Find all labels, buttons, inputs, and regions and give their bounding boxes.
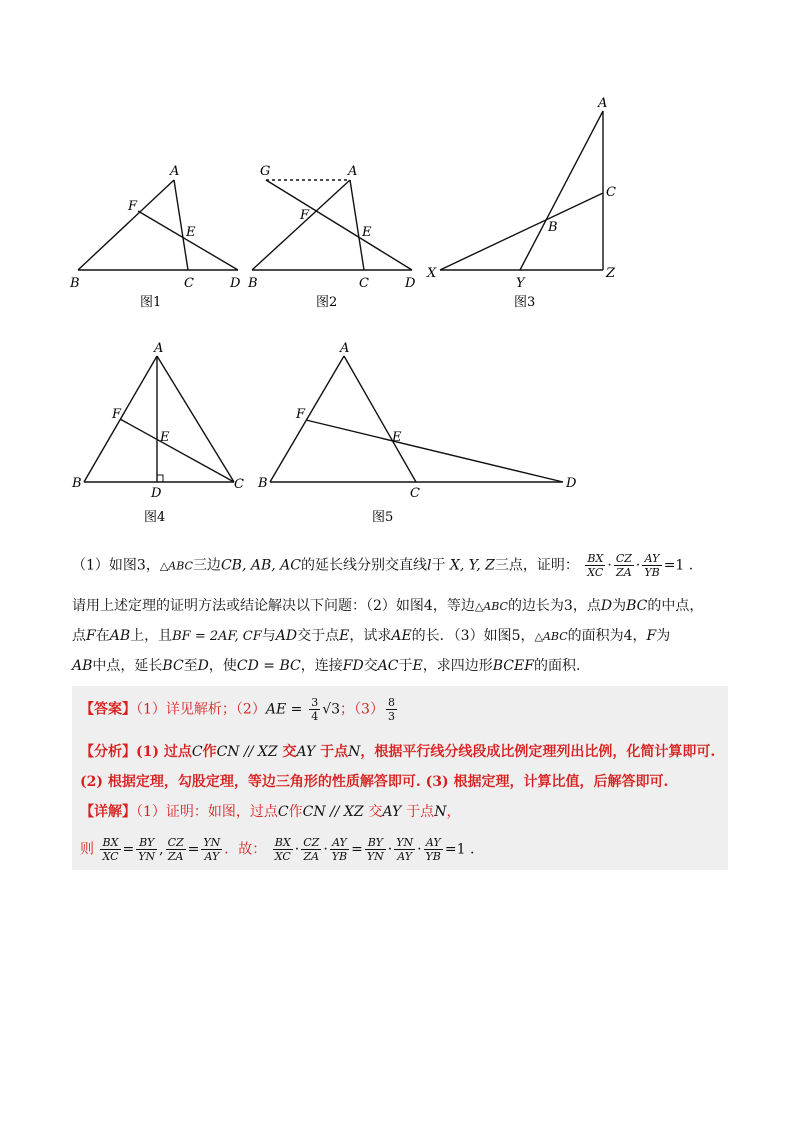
- denominator: XC: [102, 850, 119, 863]
- fig3-label-a: A: [598, 96, 608, 111]
- denominator: YB: [425, 850, 441, 863]
- text: ，连接: [300, 658, 343, 674]
- numerator: BX: [585, 552, 605, 566]
- denominator: ZA: [616, 566, 632, 579]
- fig3-label-y: Y: [516, 276, 525, 291]
- text: 为: [612, 598, 627, 614]
- text: 交: [368, 804, 383, 820]
- figures-area: [0, 0, 800, 540]
- text: (1) 过点: [136, 744, 192, 760]
- fraction: [424, 836, 443, 863]
- fig5-label-e: E: [392, 430, 402, 445]
- fig2-label-f: F: [300, 208, 310, 223]
- text: =1 .: [663, 557, 694, 574]
- fig2-label-a: A: [348, 164, 358, 179]
- text: 至: [183, 658, 198, 674]
- fraction: [136, 836, 157, 863]
- text: 与: [261, 628, 276, 644]
- text: （1）如图3，: [72, 557, 160, 574]
- fig2-label-g: G: [260, 164, 271, 179]
- denominator: YN: [366, 850, 384, 863]
- text: 点: [72, 628, 86, 644]
- fraction: [365, 836, 386, 863]
- numerator: BY: [136, 836, 157, 850]
- fig5-caption: 图5: [372, 510, 394, 525]
- fig4-label-c: C: [234, 477, 244, 492]
- figure-1-labels: [69, 164, 241, 291]
- fig2-label-c: C: [359, 276, 369, 291]
- text: ，试求: [349, 628, 392, 644]
- math: BCEF: [492, 658, 534, 674]
- math: CN // XZ: [216, 744, 278, 760]
- text: 中点，延长: [92, 658, 163, 674]
- fraction: [309, 696, 320, 723]
- figure-2-labels: [247, 164, 416, 291]
- text: 于: [431, 557, 446, 574]
- math: △ABC: [534, 630, 568, 643]
- problem-line-3: [72, 626, 732, 647]
- math: AE =: [265, 701, 303, 718]
- denominator: AY: [204, 850, 220, 863]
- fig1-label-e: E: [186, 225, 196, 240]
- text: ；（3）: [340, 701, 384, 718]
- numerator: BX: [273, 836, 293, 850]
- text: （1）证明：如图，过点: [136, 804, 278, 820]
- fraction: [330, 836, 349, 863]
- math: BC: [626, 598, 648, 614]
- text: ，: [446, 804, 461, 820]
- text: 三边: [192, 557, 221, 574]
- fig1-label-d: D: [230, 276, 241, 291]
- fraction: [201, 836, 222, 863]
- math: △ABC: [159, 559, 193, 573]
- fig3-label-x: X: [427, 266, 437, 281]
- fig4-label-b: B: [72, 476, 82, 491]
- math: F: [86, 628, 96, 644]
- math: AY: [296, 744, 316, 760]
- text: 的延长线分别交直线: [300, 557, 427, 574]
- fig4-label-f: F: [112, 407, 122, 422]
- text: 的长．（3）如图5，: [411, 628, 535, 644]
- fig3-label-b: B: [548, 220, 558, 235]
- fig1-label-a: A: [170, 164, 180, 179]
- fig1-label-c: C: [184, 276, 194, 291]
- fraction: [614, 552, 634, 579]
- text: (2) 根据定理，勾股定理，等边三角形的性质解答即可. (3) 根据定理，计算比值，后解答即可.: [80, 774, 669, 790]
- fig4-caption: 图4: [144, 510, 166, 525]
- text: ，根据平行线分线段成比例定理列出比例，化简计算即可.: [360, 744, 716, 760]
- math: CN // XZ: [302, 804, 364, 820]
- problem-line-4: [72, 656, 732, 676]
- fig4-label-d: D: [151, 486, 162, 501]
- math: AE: [391, 628, 412, 644]
- fraction: [585, 552, 605, 579]
- text: 则: [80, 841, 94, 858]
- math: E: [339, 628, 350, 644]
- fig3-caption: 图3: [514, 295, 536, 310]
- denominator: XC: [274, 850, 291, 863]
- fig4-label-e: E: [160, 430, 170, 445]
- fig5-label-f: F: [296, 407, 306, 422]
- math: AD: [275, 628, 298, 644]
- figure-5-labels: [257, 341, 577, 501]
- text: ，求四边形: [422, 658, 493, 674]
- text: 于点: [406, 804, 435, 820]
- math: F: [646, 628, 657, 644]
- math: AB: [109, 628, 131, 644]
- numerator: AY: [330, 836, 349, 850]
- denominator: XC: [587, 566, 604, 579]
- math: C: [277, 804, 289, 820]
- figure-1: [78, 180, 238, 270]
- numerator: AY: [642, 552, 661, 566]
- math: AB: [72, 658, 93, 674]
- denominator: YB: [331, 850, 348, 863]
- fraction: [273, 836, 293, 863]
- text: 三点，证明：: [494, 557, 579, 574]
- numerator: 8: [387, 696, 395, 709]
- figure-4: [84, 356, 234, 482]
- math: N: [348, 744, 361, 760]
- figure-2: [252, 180, 412, 270]
- denominator: YN: [138, 850, 156, 863]
- detail-tag: 【详解】: [80, 804, 136, 820]
- numerator: AY: [424, 836, 443, 850]
- math: BC: [162, 658, 184, 674]
- math: FD: [342, 658, 364, 674]
- text: 上，且: [130, 628, 173, 644]
- fig3-label-z: Z: [606, 266, 616, 281]
- numerator: CZ: [303, 836, 320, 849]
- text: ．故：: [224, 841, 267, 858]
- figure-5: [270, 356, 563, 482]
- math: l: [426, 557, 432, 574]
- text: ，使: [208, 658, 237, 674]
- math: CB, AB, AC: [220, 557, 301, 574]
- math: C: [191, 744, 203, 760]
- math: D: [600, 598, 613, 614]
- math: CD = BC: [236, 658, 301, 674]
- text: 作: [288, 804, 303, 820]
- text: 在: [95, 628, 110, 644]
- denominator: 4: [311, 710, 319, 723]
- text: 的面积为4，: [567, 628, 647, 644]
- detail-line-1: [80, 801, 460, 821]
- math: AY: [382, 804, 402, 820]
- detail-line-2: 则 $\frac{BX}{XC}$ = $\frac{BY}{YN}$ , $\frac{CZ}{ZA}$ = $\frac{YN}{AY}$ ．故： $\frac{BX}{XC}$ · $\frac{CZ}{ZA}$ · $\frac{AY}{YB}$ = $\frac{BY}{YN}$ · $\frac{YN}{AY}$ · $\frac{AY}{YB}$ =1 .: [80, 836, 475, 863]
- numerator: YN: [203, 836, 221, 849]
- fig1-label-b: B: [70, 276, 80, 291]
- text: 于: [398, 658, 413, 674]
- text: 的中点，: [647, 598, 704, 614]
- answer-tag: 【答案】: [80, 701, 136, 718]
- text: 交: [282, 744, 297, 760]
- numerator: 3: [311, 696, 319, 709]
- fig2-label-b: B: [248, 276, 258, 291]
- fig4-label-a: A: [154, 341, 164, 356]
- math: X, Y, Z: [449, 557, 495, 574]
- analysis-line-2: [80, 771, 668, 791]
- math: N: [434, 804, 447, 820]
- fig5-label-a: A: [340, 341, 350, 356]
- numerator: BY: [365, 836, 386, 850]
- math: AC: [377, 658, 399, 674]
- figure-3-labels: [426, 96, 616, 291]
- text: 的面积.: [533, 658, 581, 674]
- fraction: [642, 552, 661, 579]
- denominator: ZA: [303, 850, 320, 863]
- fig5-label-c: C: [410, 486, 420, 501]
- math: √3: [322, 701, 341, 718]
- text: 于点: [320, 744, 349, 760]
- math: △ABC: [474, 600, 508, 613]
- analysis-tag: 【分析】: [80, 744, 136, 760]
- numerator: CZ: [167, 836, 184, 849]
- numerator: CZ: [615, 552, 632, 565]
- denominator: 3: [387, 710, 395, 723]
- figure-3: [440, 111, 603, 270]
- text: 请用上述定理的证明方法或结论解决以下问题：（2）如图4，等边: [72, 598, 475, 614]
- fraction: [166, 836, 186, 863]
- math: D: [197, 658, 209, 674]
- problem-line-1: （1）如图3，△ABC三边CB, AB, AC的延长线分别交直线l于 X, Y, Z三点，证明： $\frac{BX}{XC}$ · $\frac{CZ}{ZA}$ · $\frac{AY}{YB}$ =1 .: [72, 552, 694, 579]
- math: E: [412, 658, 423, 674]
- fraction: [301, 836, 321, 863]
- fig1-label-f: F: [128, 199, 138, 214]
- text: 为: [656, 628, 671, 644]
- fig5-label-d: D: [566, 476, 577, 491]
- numerator: YN: [396, 836, 414, 849]
- math: BF = 2AF, CF: [172, 629, 262, 644]
- answer-line: [80, 696, 399, 723]
- fig5-label-b: B: [258, 476, 268, 491]
- text: 作: [202, 744, 217, 760]
- fig2-caption: 图2: [316, 295, 338, 310]
- fig2-label-d: D: [405, 276, 416, 291]
- fig1-caption: 图1: [140, 295, 162, 310]
- fig3-label-c: C: [606, 185, 616, 200]
- fig2-label-e: E: [362, 225, 372, 240]
- text: 交于点: [297, 628, 340, 644]
- text: =1 .: [444, 841, 475, 858]
- text: 的边长为3，点: [507, 598, 601, 614]
- fraction: [394, 836, 415, 863]
- numerator: BX: [100, 836, 120, 850]
- problem-line-2: [72, 596, 732, 617]
- analysis-line-1: [80, 741, 715, 761]
- text: （1）详见解析；（2）: [136, 701, 266, 718]
- fraction: [386, 696, 397, 723]
- fraction: [100, 836, 120, 863]
- denominator: AY: [397, 850, 413, 863]
- denominator: ZA: [167, 850, 184, 863]
- text: 交: [363, 658, 378, 674]
- denominator: YB: [644, 566, 660, 579]
